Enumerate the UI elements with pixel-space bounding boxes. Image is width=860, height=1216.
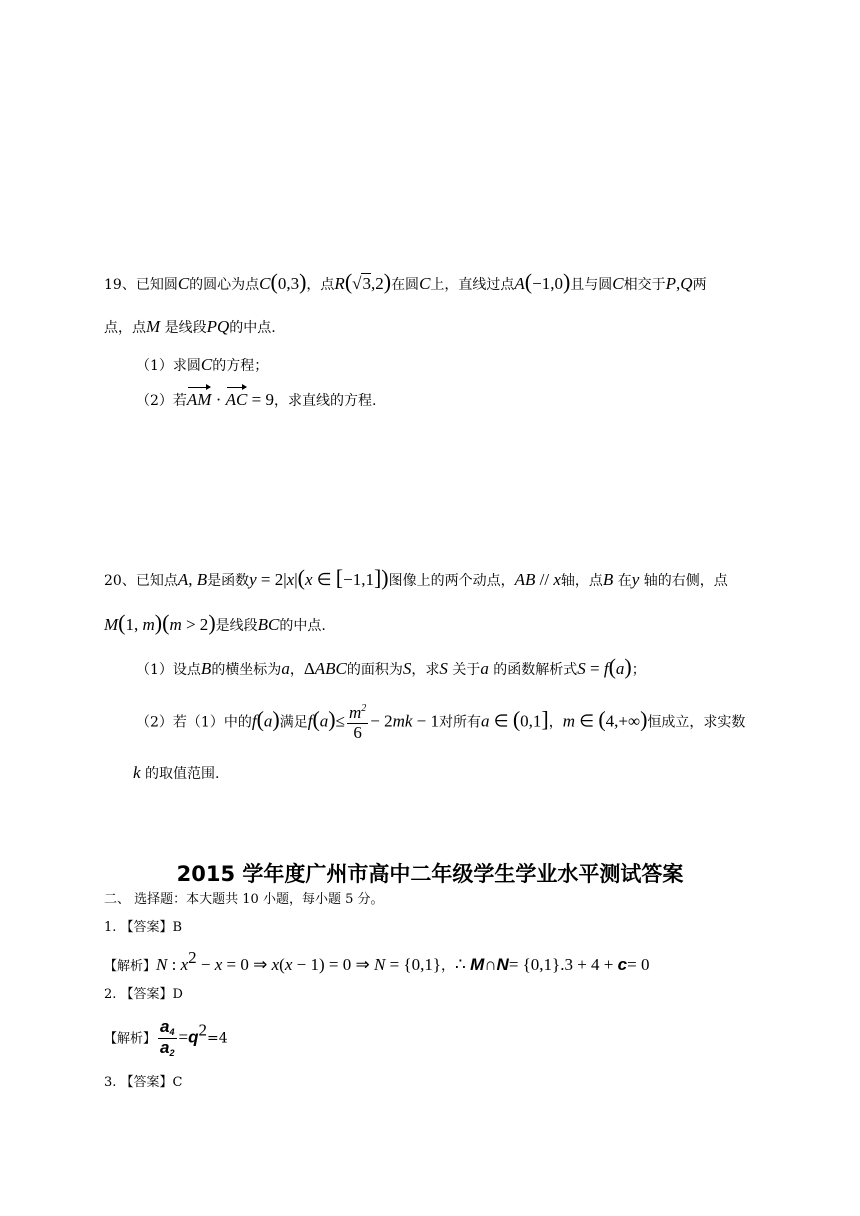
answers-section-header: 二、 选择题：本大题共 10 小题，每小题 5 分。	[104, 892, 384, 907]
answer-2: 2. 【答案】D	[104, 987, 183, 1002]
q20-line1: 20、已知点A, B是函数y = 2|x|(x ∈ [−1,1])图像上的两个动点，AB // x轴，点B 在y 轴的右侧，点	[104, 565, 728, 590]
answer-1-explanation: 【解析】N : $x^2 - x = 0$ ⇒ x(x − 1) = 0 ⇒ N = {0,1}，∴ M∩N= {0,1}.3 + 4 + c= 0	[104, 948, 650, 974]
q19-part2: （2）若AM · AC = 9，求直线的方程.	[136, 390, 377, 409]
answer-2-explanation: 【解析】 $\frac{a_4}{a_2}$ $=q^2=4$	[104, 1017, 228, 1058]
q20-line2: M(1, m)(m > 2)是线段BC的中点.	[104, 610, 326, 635]
q19-number: 19、	[104, 277, 136, 293]
q20-part3: k 的取值范围.	[133, 763, 220, 782]
q20-part1: （1）设点B的横坐标为a，ΔABC的面积为S，求S 关于a 的函数解析式S = f(a)；	[136, 654, 646, 679]
q19-part1: （1）求圆C的方程；	[136, 355, 269, 374]
q20-part2: （2）若（1）中的f(a)满足f(a)≤ $\frac{m^2}{6}$ − 2mk − 1对所有a ∈ (0,1]，m ∈ (4,+∞)恒成立，求实数	[136, 703, 746, 742]
answers-title: 2015 学年度广州市高中二年级学生学业水平测试答案	[176, 862, 684, 886]
q20-number: 20、	[104, 573, 136, 589]
q19-line1: 19、已知圆C的圆心为点C(0,3)，点R(√3,2)在圆C上，直线过点A(−1,0)且与圆C相交于P,Q两	[104, 269, 707, 294]
q19-line2: 点，点M 是线段PQ的中点.	[104, 317, 276, 336]
answer-1: 1. 【答案】B	[104, 920, 183, 935]
answer-3: 3. 【答案】C	[104, 1075, 183, 1090]
